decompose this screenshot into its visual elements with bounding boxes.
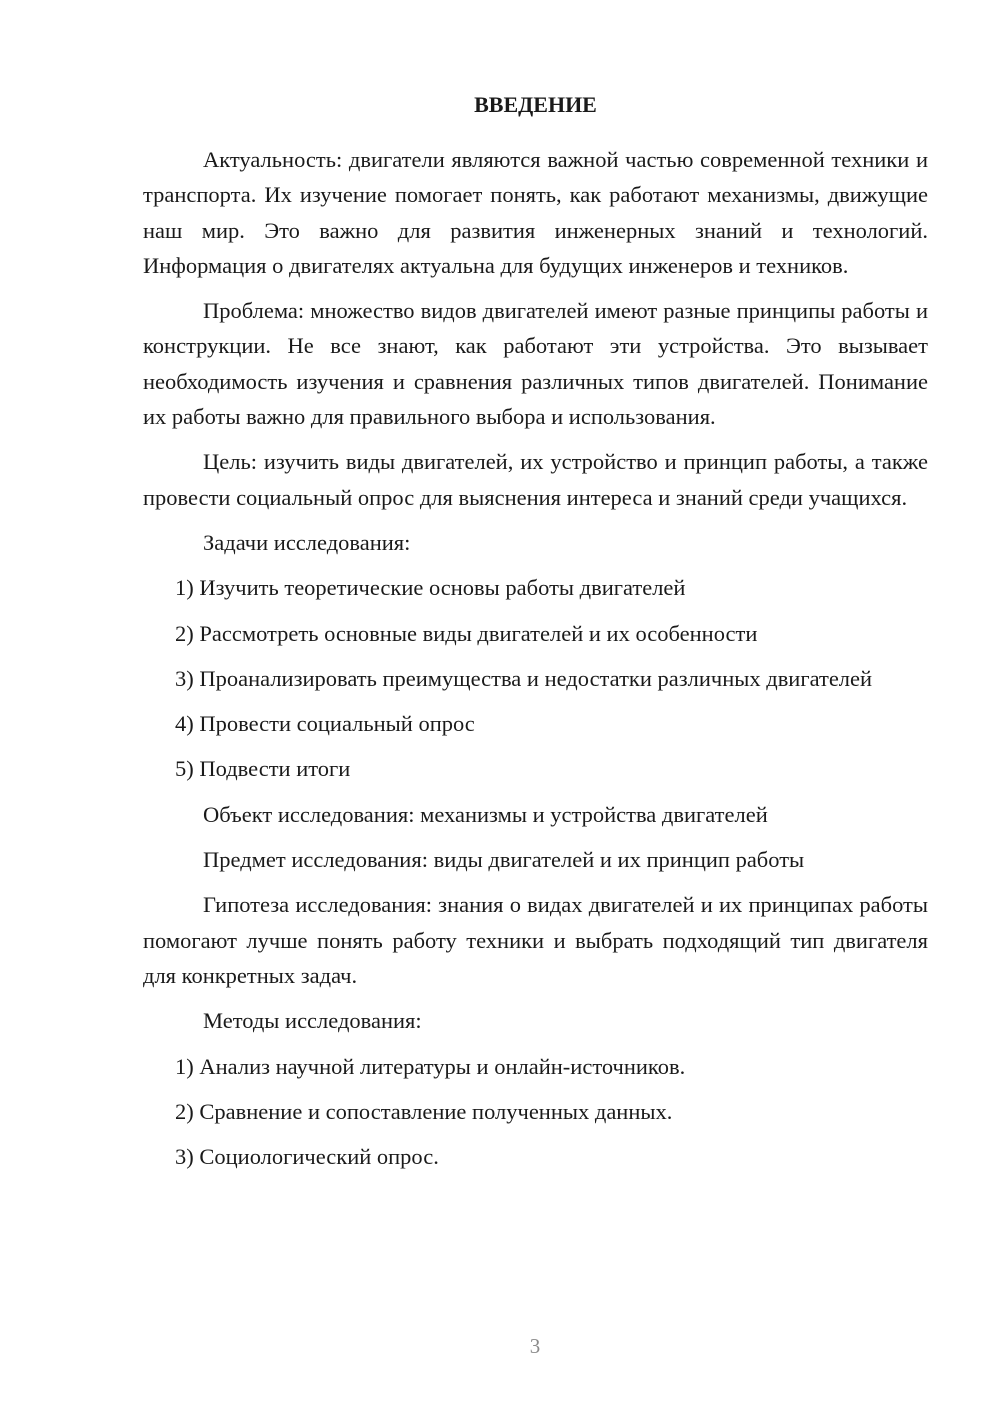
page-number: 3 — [529, 1334, 541, 1358]
research-object: Объект исследования: механизмы и устройства двигателей — [203, 801, 768, 827]
task-item-5: 5) Подвести итоги — [175, 756, 351, 782]
document-page — [143, 90, 928, 1184]
method-item-1: 1) Анализ научной литературы и онлайн-источников. — [175, 1053, 686, 1079]
document-title: ВВЕДЕНИЕ — [474, 92, 597, 117]
goal-paragraph: Цель: изучить виды двигателей, их устройство и принцип работы, а также провести социальный опрос для выяснения интереса и знаний среди учащихся. — [143, 449, 928, 510]
relevance-paragraph: Актуальность: двигатели являются важной частью современной техники и транспорта. Их изучение помогает понять, как работают механизмы, движущие наш мир. Это важно для развития инженерных знаний и технологий. Информация о двигателях актуальна для будущих инженеров и техников. — [143, 147, 928, 278]
hypothesis-paragraph: Гипотеза исследования: знания о видах двигателей и их принципах работы помогают лучше понять работу техники и выбрать подходящий тип двигателя для конкретных задач. — [143, 892, 928, 988]
tasks-heading: Задачи исследования: — [203, 529, 411, 555]
method-item-2: 2) Сравнение и сопоставление полученных данных. — [175, 1098, 673, 1124]
method-item-3: 3) Социологический опрос. — [175, 1144, 439, 1170]
research-subject: Предмет исследования: виды двигателей и их принцип работы — [203, 847, 805, 873]
task-item-2: 2) Рассмотреть основные виды двигателей и их особенности — [175, 620, 758, 646]
methods-heading: Методы исследования: — [203, 1008, 422, 1034]
problem-paragraph: Проблема: множество видов двигателей имеют разные принципы работы и конструкции. Не все знают, как работают эти устройства. Это вызывает необходимость изучения и сравнения различных типов двигателей. Понимание их работы важно для правильного выбора и использования. — [143, 298, 928, 430]
task-item-1: 1) Изучить теоретические основы работы двигателей — [175, 575, 686, 601]
task-item-4: 4) Провести социальный опрос — [175, 711, 475, 737]
task-item-3: 3) Проанализировать преимущества и недостатки различных двигателей — [175, 665, 873, 691]
